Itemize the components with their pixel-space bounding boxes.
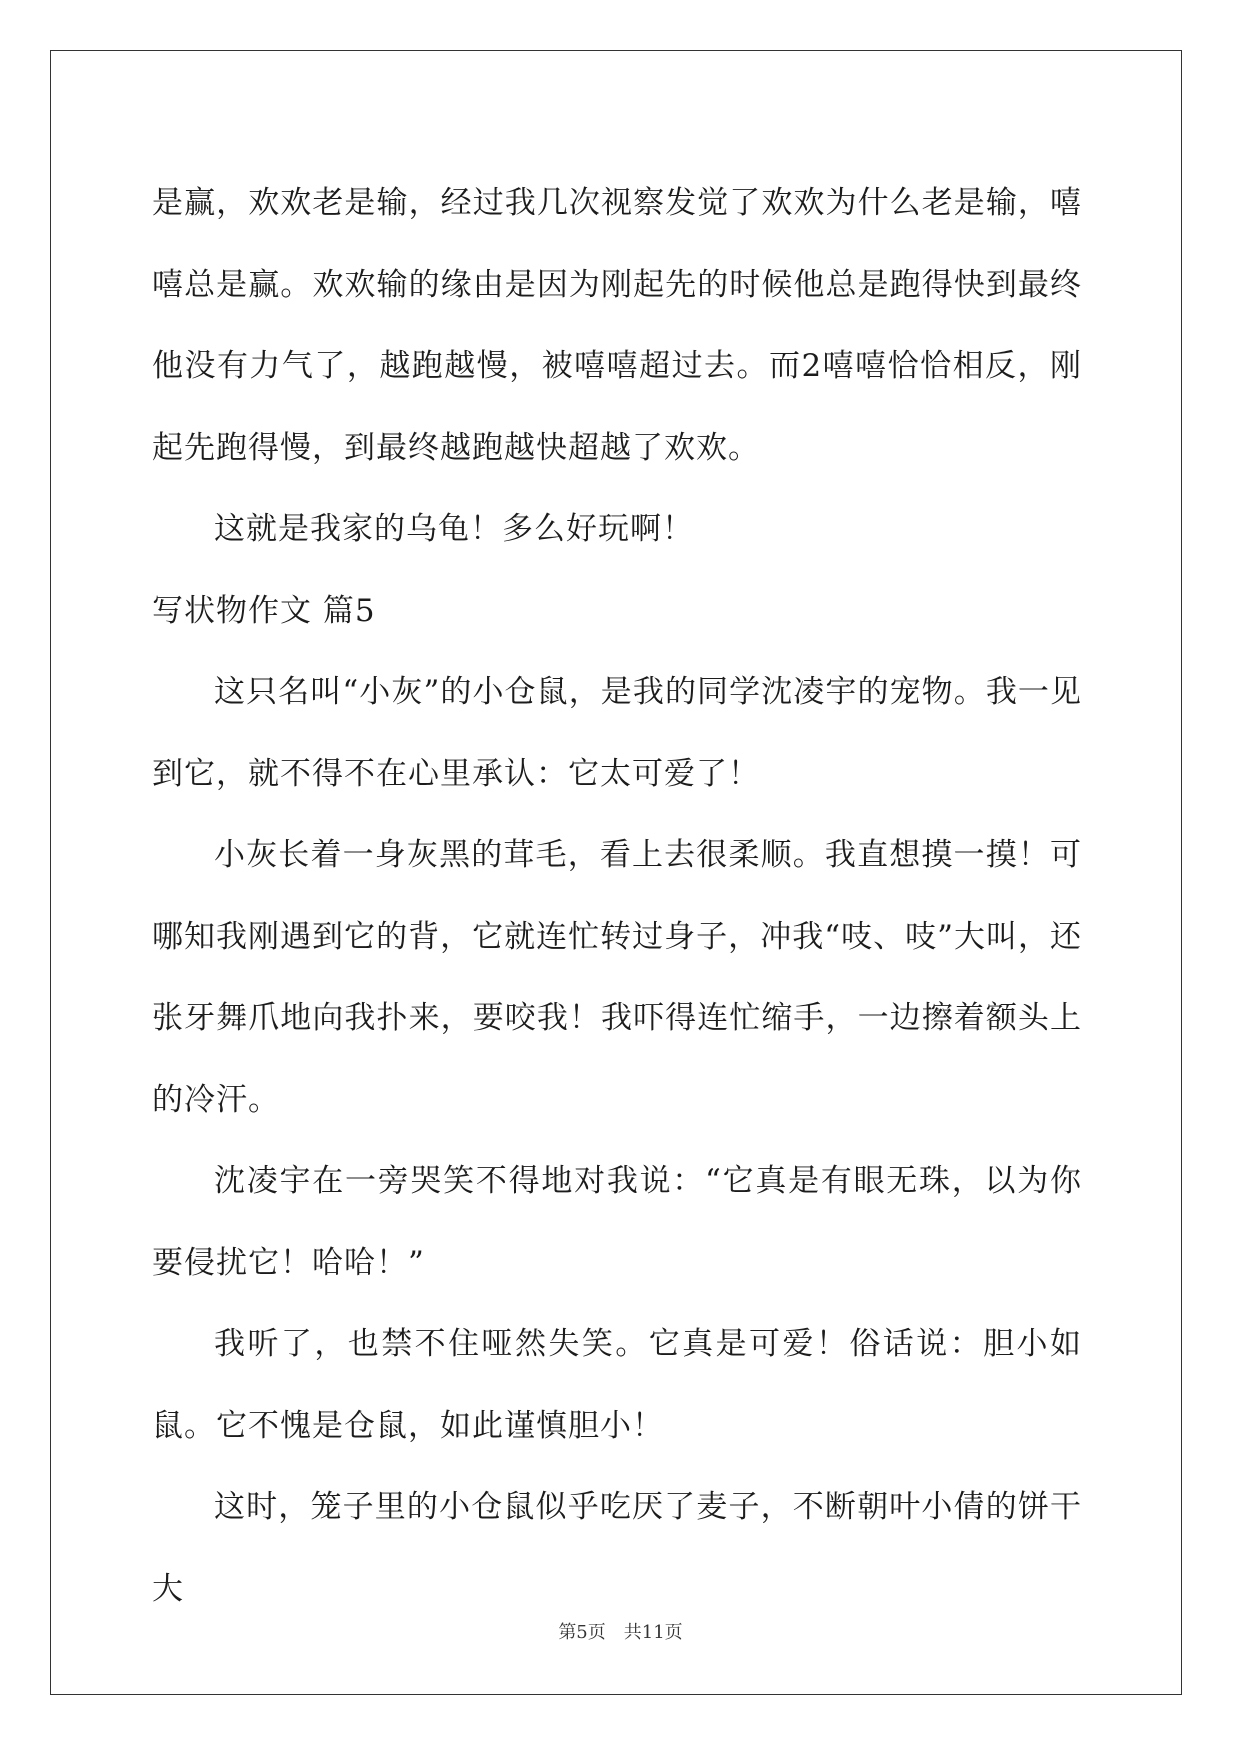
paragraph: 这时，笼子里的小仓鼠似乎吃厌了麦子，不断朝叶小倩的饼干大	[152, 1489, 1082, 1607]
paragraph: 小灰长着一身灰黑的茸毛，看上去很柔顺。我直想摸一摸！可哪知我刚遇到它的背，它就连忙转过身子，冲我“吱、吱”大叫，还张牙舞爪地向我扑来，要咬我！我吓得连忙缩手，一边擦着额头上的冷汗。	[152, 837, 1082, 1118]
paragraph: 是赢，欢欢老是输，经过我几次视察发觉了欢欢为什么老是输，嘻嘻总是赢。欢欢输的缘由是因为刚起先的时候他总是跑得快到最终他没有力气了，越跑越慢，被嘻嘻超过去。而2嘻嘻恰恰相反，刚起先跑得慢，到最终越跑越快超越了欢欢。	[152, 185, 1082, 466]
paragraph: 这就是我家的乌龟！多么好玩啊！	[214, 511, 694, 547]
paragraph: 我听了，也禁不住哑然失笑。它真是可爱！俗话说：胆小如鼠。它不愧是仓鼠，如此谨慎胆小！	[152, 1326, 1082, 1444]
document-body	[152, 163, 1082, 1630]
page-footer: 第5页 共11页	[558, 1622, 683, 1643]
section-heading: 写状物作文 篇5	[152, 592, 376, 629]
paragraph: 沈凌宇在一旁哭笑不得地对我说：“它真是有眼无珠，以为你要侵扰它！哈哈！”	[152, 1163, 1082, 1281]
paragraph: 这只名叫“小灰”的小仓鼠，是我的同学沈凌宇的宠物。我一见到它，就不得不在心里承认：它太可爱了！	[152, 674, 1082, 792]
